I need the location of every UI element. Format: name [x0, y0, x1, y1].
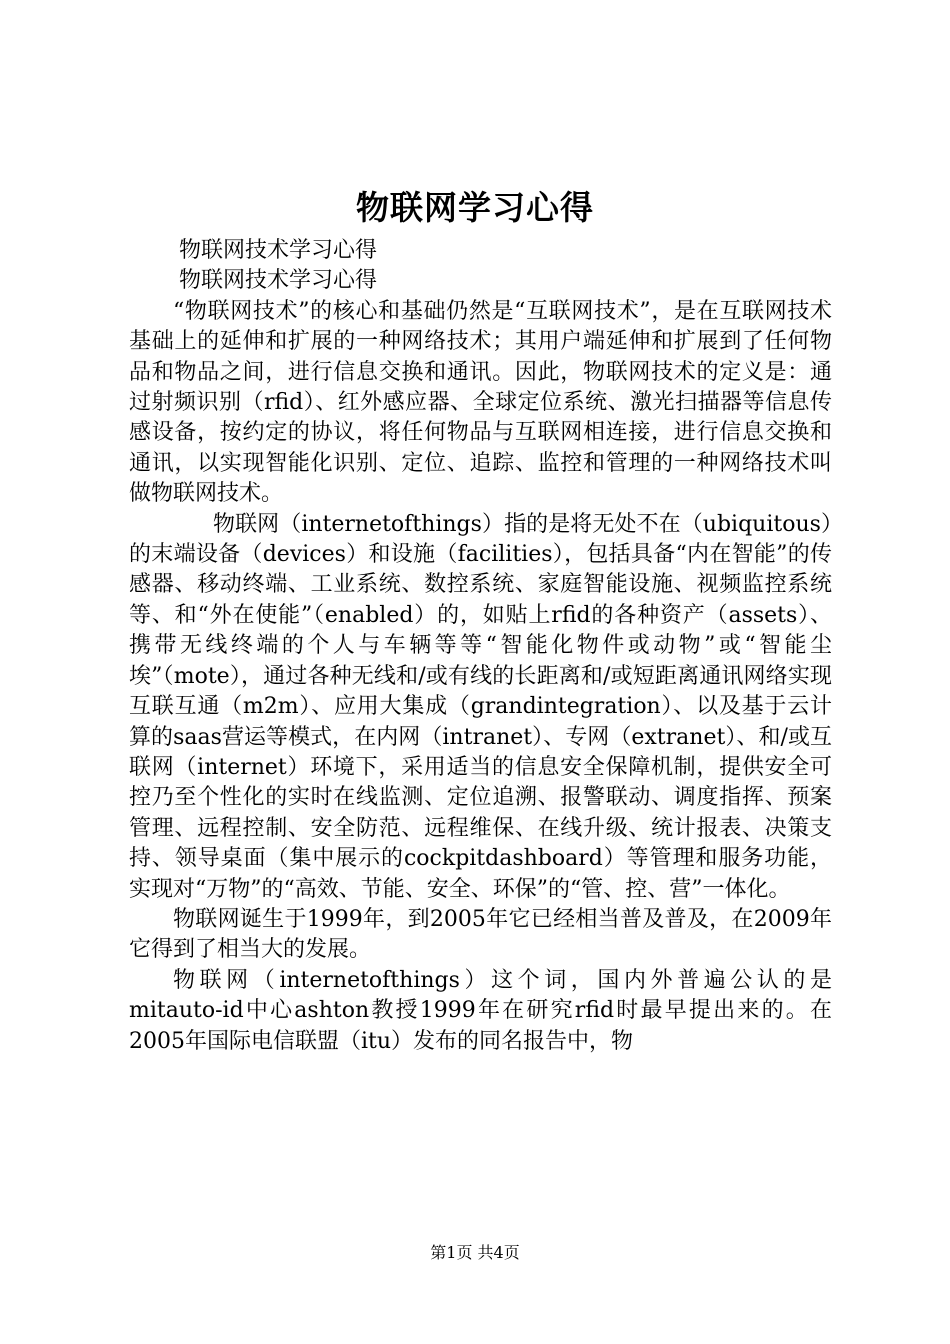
document-title: 物联网学习心得 [356, 188, 594, 227]
document-body [129, 236, 832, 1057]
page-footer: 第1页 共4页 [430, 1243, 520, 1262]
paragraph: 物联网（internetofthings）这个词，国内外普遍公认的是mitauto-id中心ashton教授1999年在研究rfid时最早提出来的。在2005年国际电信联盟（itu）发布的同名报告中，物 [129, 967, 832, 1054]
paragraph: 物联网（internetofthings）指的是将无处不在（ubiquitous）的末端设备（devices）和设施（facilities），包括具备“内在智能”的传感器、移动终端、工业系统、数控系统、家庭智能设施、视频监控系统等、和“外在使能”（enabled）的，如贴上rfid的各种资产（assets）、携带无线终端的个人与车辆等等“智能化物件或动物”或“智能尘埃”（mote），通过各种无线和/或有线的长距离和/或短距离通讯网络实现互联互通（m2m）、应用大集成（grandintegration）、以及基于云计算的saas营运等模式，在内网（intranet）、专网（extranet）、和/或互联网（internet）环境下，采用适当的信息安全保障机制，提供安全可控乃至个性化的实时在线监测、定位追溯、报警联动、调度指挥、预案管理、远程控制、安全防范、远程维保、在线升级、统计报表、决策支持、领导桌面（集中展示的cockpitdashboard）等管理和服务功能，实现对“万物”的“高效、节能、安全、环保”的“管、控、营”一体化。 [129, 511, 832, 902]
paragraph: “物联网技术”的核心和基础仍然是“互联网技术”，是在互联网技术基础上的延伸和扩展的一种网络技术；其用户端延伸和扩展到了任何物品和物品之间，进行信息交换和通讯。因此，物联网技术的定义是：通过射频识别（rfid）、红外感应器、全球定位系统、激光扫描器等信息传感设备，按约定的协议，将任何物品与互联网相连接，进行信息交换和通讯，以实现智能化识别、定位、追踪、监控和管理的一种网络技术叫做物联网技术。 [129, 298, 832, 507]
document-subtitle: 物联网技术学习心得 [179, 268, 378, 294]
document-subtitle: 物联网技术学习心得 [179, 238, 378, 263]
paragraph: 物联网诞生于1999年，到2005年它已经相当普及普及，在2009年它得到了相当大的发展。 [129, 906, 832, 963]
